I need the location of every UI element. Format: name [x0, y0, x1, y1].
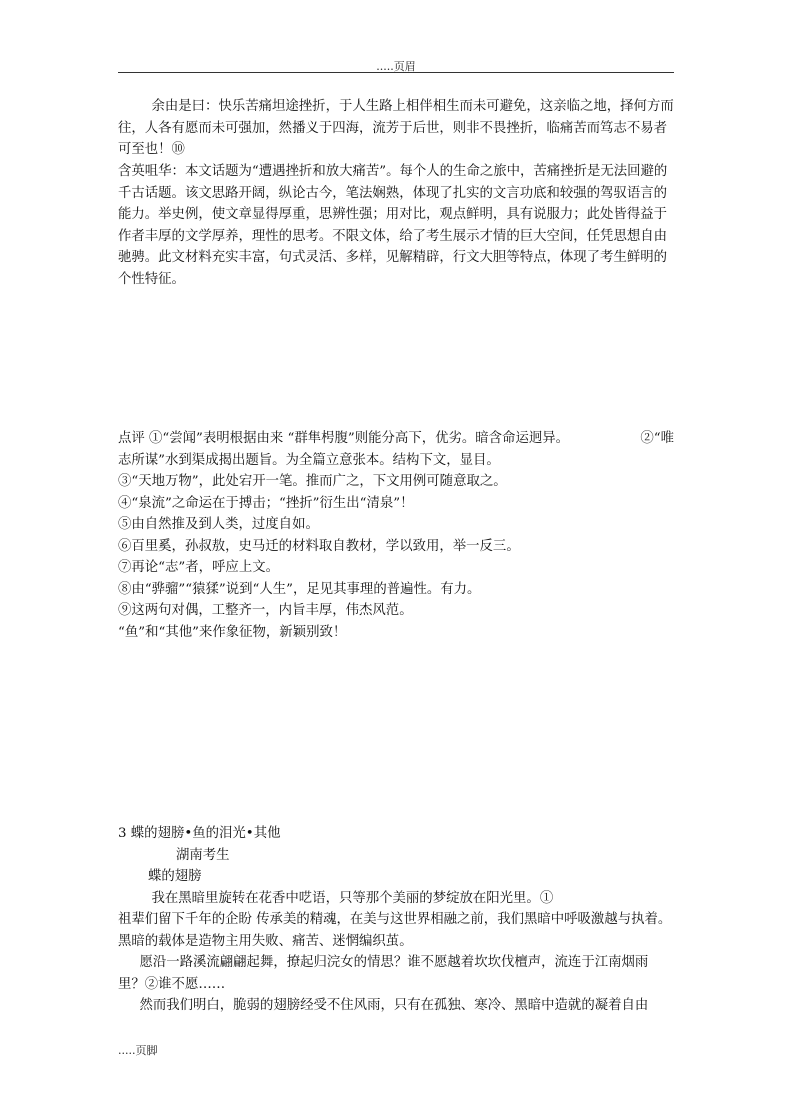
- essay-3-subtitle: 蝶的翅膀: [148, 869, 202, 884]
- page-footer: .....页脚: [118, 1044, 158, 1057]
- page-header: .....页眉: [376, 60, 416, 73]
- note-1-right: ②“唯: [640, 431, 674, 446]
- note-line-2: 志所谋”水到渠成揭出题旨。为全篇立意张本。结构下文，显目。: [118, 452, 500, 468]
- note-item-3: ③“天地万物”，此处宕开一笔。推而广之，下文用例可随意取之。: [118, 474, 507, 489]
- essay-3: [118, 823, 674, 1017]
- note-item-7: ⑦再论“志”者，呼应上文。: [118, 560, 279, 575]
- essay-3-paragraph-2: 祖辈们留下千年的企盼 传承美的精魂，在美与这世界相融之前，我们黑暗中呼吸激越与执着。黑暗的载体是造物主用失败、痛苦、迷惘编织茧。: [118, 912, 672, 949]
- header-divider: [118, 72, 674, 73]
- note-1-left: 点评 ①“尝闻”表明根据由来 “群隼枵腹”则能分高下，优劣。暗含命运迥异。: [118, 431, 570, 446]
- essay-ending: [118, 96, 674, 161]
- commentary: [118, 161, 674, 290]
- note-item-9: ⑨这两句对偶，工整齐一，内旨丰厚，伟杰风范。: [118, 603, 413, 618]
- essay-3-title: 3 蝶的翅膀•鱼的泪光•其他: [118, 826, 281, 841]
- note-item-6: ⑥百里奚，孙叔敖，史马迁的材料取自教材，学以致用，举一反三。: [118, 538, 520, 554]
- essay-3-paragraph-3: 愿沿一路溪流翩翩起舞，撩起归浣女的情思？谁不愿越着坎坎伐檀声，流连于江南烟雨里？②谁不愿……: [118, 955, 649, 992]
- essay-ending-paragraph: 余由是曰：快乐苦痛坦途挫折，于人生路上相伴相生而未可避免，这亲临之地，择何方而往，人各有愿而未可强加，然播义于四海，流芳于后世，则非不畏挫折，临痛苦而笃志不易者可至也！⑩: [118, 99, 674, 157]
- note-item-5: ⑤由自然推及到人类，过度自如。: [118, 517, 319, 532]
- annotation-notes: [118, 428, 674, 643]
- essay-3-author: 湖南考生: [176, 847, 230, 863]
- note-item-8: ⑧由“骅骝”“猿猱”说到“人生”，足见其事理的普遍性。有力。: [118, 581, 481, 597]
- commentary-paragraph: 含英咀华：本文话题为“遭遇挫折和放大痛苦”。每个人的生命之旅中，苦痛挫折是无法回避的千古话题。该文思路开阔，纵论古今，笔法娴熟，体现了扎实的文言功底和较强的驾驭语言的能力。举史例，使文章显得厚重，思辨性强；用对比，观点鲜明，具有说服力；此处皆得益于作者丰厚的文学厚养，理性的思考。不限文体，给了考生展示才情的巨大空间，任凭思想自由驰骋。此文材料充实丰富，句式灵活、多样，见解精辟，行文大胆等特点，体现了考生鲜明的个性特征。: [118, 164, 668, 287]
- note-item-4: ④“泉流”之命运在于搏击；“挫折”衍生出“清泉”！: [118, 495, 414, 511]
- essay-3-paragraph-1: 我在黑暗里旋转在花香中呓语，只等那个美丽的梦绽放在阳光里。①: [151, 890, 554, 906]
- note-line-1: [118, 428, 674, 450]
- note-item-10: “鱼”和“其他”来作象征物，新颖别致！: [118, 624, 347, 640]
- essay-3-paragraph-4: 然而我们明白，脆弱的翅膀经受不住风雨，只有在孤独、寒冷、黑暗中造就的凝着自由: [139, 998, 649, 1013]
